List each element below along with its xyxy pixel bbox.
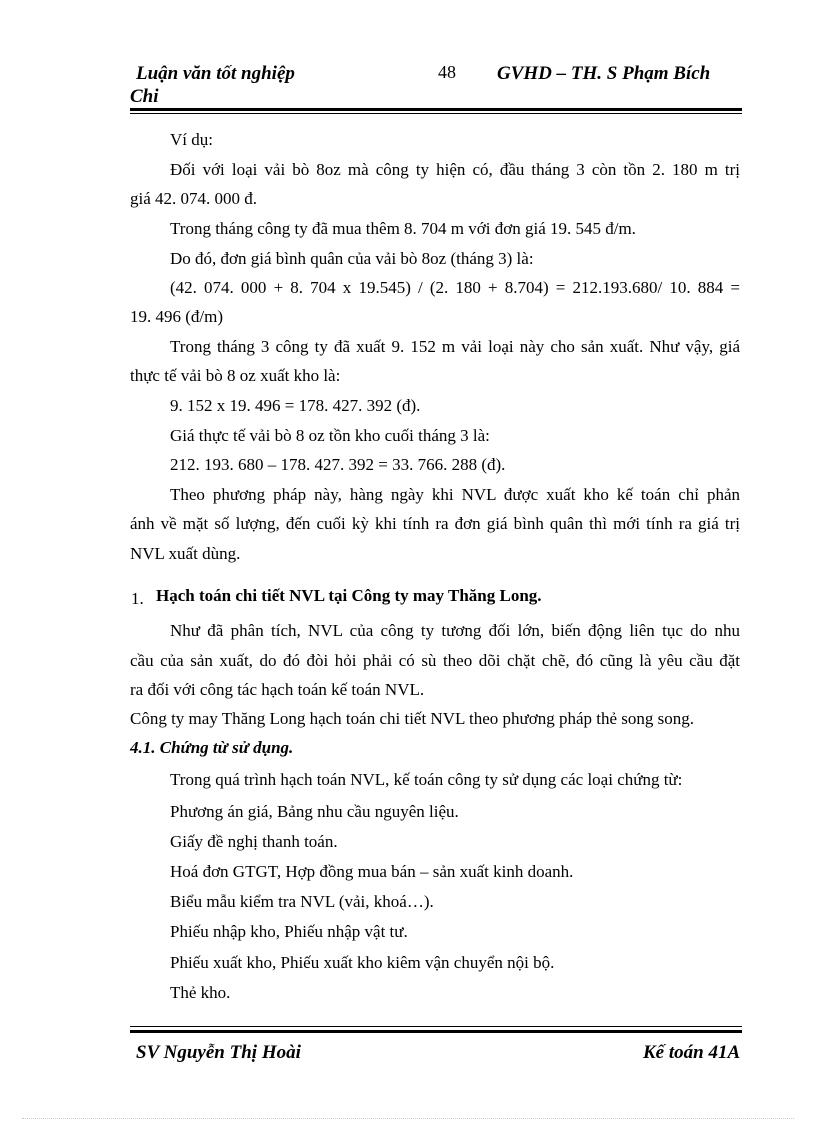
header-rule-thin [130, 113, 742, 114]
paragraph-line: Trong quá trình hạch toán NVL, kế toán công ty sử dụng các loại chứng từ: [170, 770, 683, 789]
paragraph-line: NVL xuất dùng. [130, 544, 241, 563]
paragraph-line: Đối với loại vải bò 8oz mà công ty hiện có, đầu tháng 3 còn tồn 2. 180 m trị [170, 160, 740, 179]
header-left-continuation: Chi [130, 86, 159, 107]
paragraph-line: Do đó, đơn giá bình quân của vải bò 8oz (tháng 3) là: [170, 249, 534, 268]
paragraph-line: ra đối với công tác hạch toán kế toán NVL. [130, 680, 425, 699]
section-number: 1. [131, 589, 144, 608]
list-item: Giấy đề nghị thanh toán. [170, 832, 338, 851]
paragraph-line: Như đã phân tích, NVL của công ty tương đối lớn, biến động liên tục do nhu [170, 621, 740, 640]
header-rule-thick [130, 108, 742, 111]
paragraph-line: Trong tháng công ty đã mua thêm 8. 704 m với đơn giá 19. 545 đ/m. [170, 219, 636, 238]
formula-line: 19. 496 (đ/m) [130, 307, 224, 326]
paragraph-line: Công ty may Thăng Long hạch toán chi tiết NVL theo phương pháp thẻ song song. [130, 709, 695, 728]
footer-author: SV Nguyễn Thị Hoài [136, 1042, 301, 1063]
list-item: Biểu mẫu kiểm tra NVL (vải, khoá…). [170, 892, 434, 911]
paragraph-line: thực tế vải bò 8 oz xuất kho là: [130, 366, 341, 385]
header-left: Luận văn tốt nghiệp [136, 63, 295, 84]
footer-class: Kế toán 41A [643, 1042, 741, 1063]
footer-rule-thin [130, 1026, 742, 1027]
paragraph-line: ánh về mặt số lượng, đến cuối kỳ khi tính ra đơn giá bình quân thì mới tính ra giá trị [130, 514, 740, 533]
subsection-title: 4.1. Chứng từ sử dụng. [130, 738, 294, 757]
paragraph-line: Giá thực tế vải bò 8 oz tồn kho cuối tháng 3 là: [170, 426, 490, 445]
paragraph-example: Ví dụ: [170, 130, 213, 149]
list-item: Phiếu xuất kho, Phiếu xuất kho kiêm vận chuyển nội bộ. [170, 953, 555, 972]
list-item: Phiếu nhập kho, Phiếu nhập vật tư. [170, 922, 408, 941]
page-number: 48 [438, 62, 456, 82]
page-bottom-dotted-border [22, 1118, 794, 1119]
paragraph-line: Trong tháng 3 công ty đã xuất 9. 152 m vải loại này cho sản xuất. Như vậy, giá [170, 337, 740, 356]
list-item: Phương án giá, Bảng nhu cầu nguyên liệu. [170, 802, 459, 821]
formula-line: 212. 193. 680 – 178. 427. 392 = 33. 766. 288 (đ). [170, 455, 506, 474]
footer-rule-thick [130, 1030, 742, 1033]
section-title: Hạch toán chi tiết NVL tại Công ty may Thăng Long. [156, 586, 542, 605]
paragraph-line: giá 42. 074. 000 đ. [130, 189, 258, 208]
list-item: Thẻ kho. [170, 983, 231, 1002]
formula-line: (42. 074. 000 + 8. 704 x 19.545) / (2. 180 + 8.704) = 212.193.680/ 10. 884 = [170, 278, 740, 297]
list-item: Hoá đơn GTGT, Hợp đồng mua bán – sản xuất kinh doanh. [170, 862, 574, 881]
paragraph-line: Theo phương pháp này, hàng ngày khi NVL được xuất kho kế toán chỉ phản [170, 485, 740, 504]
header-right: GVHD – TH. S Phạm Bích [497, 63, 711, 84]
paragraph-line: cầu của sản xuất, do đó đòi hỏi phải có sù theo dõi chặt chẽ, đó cũng là yêu cầu đặt [130, 651, 740, 670]
formula-line: 9. 152 x 19. 496 = 178. 427. 392 (đ). [170, 396, 421, 415]
